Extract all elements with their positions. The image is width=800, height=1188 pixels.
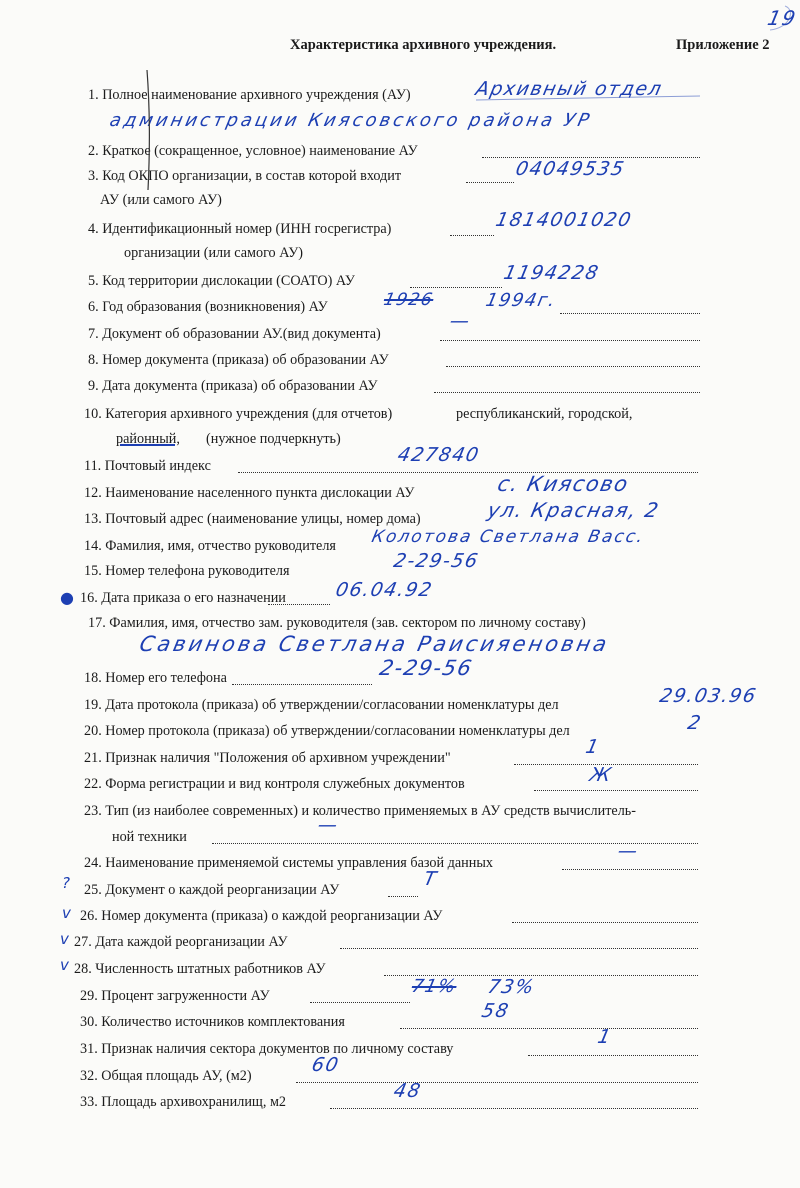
item-32-dots: [296, 1078, 698, 1083]
item-11-label: 11. Почтовый индекс: [84, 458, 211, 474]
item-32-label: 32. Общая площадь АУ, (м2): [80, 1068, 252, 1084]
item-12-value: с. Киясово: [495, 472, 632, 496]
item-14-label: 14. Фамилия, имя, отчество руководителя: [84, 538, 336, 554]
item-24-dots: [562, 865, 698, 870]
margin-dot-16: ●: [60, 588, 74, 607]
item-33-label: 33. Площадь архивохранилищ, м2: [80, 1094, 287, 1110]
item-24-label: 24. Наименование применяемой системы управления базой данных: [84, 855, 493, 871]
item-3-label-line2: АУ (или самого АУ): [100, 192, 222, 208]
item-5-dots: [410, 283, 502, 288]
item-3-value: 04049535: [513, 158, 628, 180]
item-19-label: 19. Дата протокола (приказа) об утверждении/согласовании номенклатуры дел: [84, 697, 559, 713]
item-7-label: 7. Документ об образовании АУ.(вид документа): [88, 326, 381, 342]
item-31-label: 31. Признак наличия сектора документов по личному составу: [80, 1041, 454, 1057]
item-30-label: 30. Количество источников комплектования: [80, 1014, 345, 1030]
margin-check-28: v: [60, 956, 69, 974]
item-25-dots: [388, 892, 418, 897]
item-25-value: Т: [421, 868, 440, 890]
item-17-label: 17. Фамилия, имя, отчество зам. руководителя (зав. сектором по личному составу): [88, 615, 586, 631]
item-16-value: 06.04.92: [333, 579, 435, 601]
item-23-label-line2: ной техники: [112, 829, 187, 845]
item-28-label: 28. Численность штатных работников АУ: [74, 961, 326, 977]
item-26-label: 26. Номер документа (приказа) о каждой реорганизации АУ: [80, 908, 443, 924]
item-33-dots: [330, 1104, 698, 1109]
item-31-dots: [528, 1051, 698, 1056]
item-20-label: 20. Номер протокола (приказа) об утверждении/согласовании номенклатуры дел: [84, 723, 570, 739]
item-4-label: 4. Идентификационный номер (ИНН госрегистра): [88, 221, 392, 237]
item-10-label: 10. Категория архивного учреждения (для отчетов): [84, 406, 393, 422]
margin-check-26: v: [62, 904, 71, 922]
margin-question-25: ?: [62, 874, 70, 892]
item-12-label: 12. Наименование населенного пункта дислокации АУ: [84, 485, 415, 501]
item-31-value: 1: [595, 1026, 614, 1048]
item-3-dots: [466, 178, 514, 183]
item-8-label: 8. Номер документа (приказа) об образовании АУ: [88, 352, 389, 368]
item-30-dots: [400, 1024, 698, 1029]
item-5-value: 1194228: [501, 262, 602, 284]
item-4-label-line2: организации (или самого АУ): [124, 245, 303, 261]
item-10-options: республиканский, городской,: [456, 406, 633, 422]
item-27-label: 27. Дата каждой реорганизации АУ: [74, 934, 288, 950]
item-6-label: 6. Год образования (возникновения) АУ: [88, 299, 328, 315]
item-30-value: 58: [479, 1000, 512, 1022]
item-19-value: 29.03.96: [657, 685, 759, 707]
item-10-selected: районный,: [116, 431, 180, 447]
item-27-dots: [340, 944, 698, 949]
item-9-dots: [434, 388, 700, 393]
item-3-label: 3. Код ОКПО организации, в состав которой входит: [88, 168, 402, 184]
item-29-value-struck: 71%: [409, 976, 459, 997]
item-18-value: 2-29-56: [377, 656, 476, 680]
item-29-value: 73%: [485, 976, 538, 998]
item-17-value: Савинова Светлана Раисияеновна: [137, 632, 612, 656]
page-number: 19: [765, 6, 800, 30]
item-32-value: 60: [309, 1054, 342, 1076]
item-1-label: 1. Полное наименование архивного учреждения (АУ): [88, 87, 411, 103]
item-1-value-line2: администрации Киясовского района УР: [107, 110, 594, 131]
item-1-value: Архивный отдел: [473, 78, 665, 100]
item-9-label: 9. Дата документа (приказа) об образовании АУ: [88, 378, 378, 394]
item-23-label: 23. Тип (из наиболее современных) и количество применяемых в АУ средств вычислитель-: [84, 803, 636, 819]
item-22-label: 22. Форма регистрации и вид контроля служебных документов: [84, 776, 465, 792]
margin-check-27: v: [60, 930, 69, 948]
item-6-value-struck: 1926: [381, 290, 436, 310]
item-18-dots: [232, 680, 372, 685]
item-20-value: 2: [685, 712, 704, 734]
item-5-label: 5. Код территории дислокации (СОАТО) АУ: [88, 273, 355, 289]
item-7-dots: [440, 336, 700, 341]
document-title: Характеристика архивного учреждения.: [290, 37, 557, 53]
item-16-label: 16. Дата приказа о его назначении: [80, 590, 286, 606]
item-21-label: 21. Признак наличия "Положения об архивном учреждении": [84, 750, 451, 766]
item-15-value: 2-29-56: [391, 550, 481, 572]
appendix-label: Приложение 2: [676, 37, 770, 53]
item-16-dots: [268, 600, 330, 605]
item-22-dots: [534, 786, 698, 791]
item-22-value: Ж: [587, 764, 615, 786]
item-21-value: 1: [583, 736, 602, 758]
item-6-value: 1994г.: [483, 290, 559, 311]
item-11-value: 427840: [395, 444, 482, 466]
item-26-dots: [512, 918, 698, 923]
item-13-label: 13. Почтовый адрес (наименование улицы, номер дома): [84, 511, 421, 527]
item-14-value: Колотова Светлана Васс.: [369, 527, 647, 547]
item-18-label: 18. Номер его телефона: [84, 670, 227, 686]
item-23-value: —: [315, 814, 341, 836]
item-7-value: —: [447, 310, 473, 332]
item-8-dots: [446, 362, 700, 367]
item-24-value: —: [615, 840, 641, 862]
item-10-hint: (нужное подчеркнуть): [206, 431, 341, 447]
item-25-label: 25. Документ о каждой реорганизации АУ: [84, 882, 340, 898]
item-2-label: 2. Краткое (сокращенное, условное) наименование АУ: [88, 143, 418, 159]
item-13-value: ул. Красная, 2: [485, 498, 662, 522]
item-29-label: 29. Процент загруженности АУ: [80, 988, 270, 1004]
item-4-dots: [450, 231, 494, 236]
item-4-value: 1814001020: [493, 209, 635, 231]
item-15-label: 15. Номер телефона руководителя: [84, 563, 290, 579]
item-29-dots: [310, 998, 410, 1003]
item-6-dots: [560, 309, 700, 314]
item-33-value: 48: [391, 1080, 424, 1102]
